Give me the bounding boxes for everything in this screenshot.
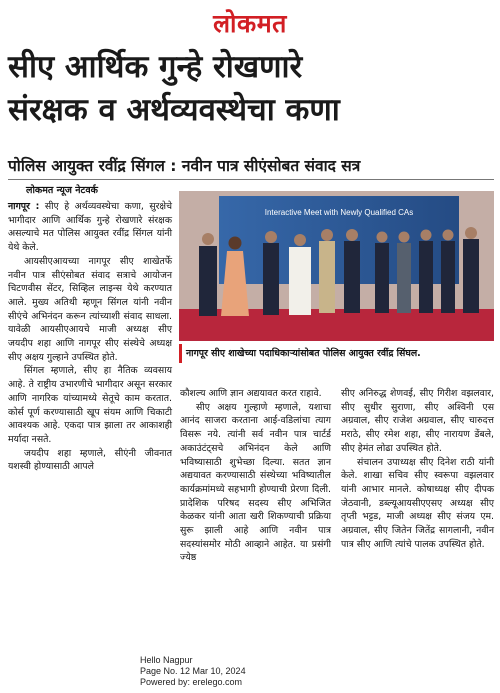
headline-line-1: सीए आर्थिक गुन्हे रोखणारे (8, 49, 303, 85)
page-footer (140, 655, 246, 688)
article-paragraph: सिंगल म्हणाले, सीए हा नैतिक व्यवसाय आहे. ते राष्ट्रीय उभारणीचे भागीदार असून सरकार आणि नागरिक यांच्यामध्ये सेतूचे काम करतात. कोर्स पूर्ण करण्यासाठी खूप संयम आणि चिकाटी आवश्यक आहे. एकदा पात्र झाला तर आकाशही मर्यादा नसते. (8, 365, 172, 445)
masthead (0, 6, 500, 40)
edition-name: Hello Nagpur (140, 655, 193, 665)
article-paragraph: नागपूर : सीए हे अर्थव्यवस्थेचा कणा, सुरक्षेचे भागीदार आणि आर्थिक गुन्हे रोखणारे संरक्षक असल्याचे मत पोलिस आयुक्त रवींद्र सिंगल यांनी येथे केले. (8, 201, 172, 254)
subheadline: पोलिस आयुक्त रवींद्र सिंगल : नवीन पात्र सीएंसोबत संवाद सत्र (8, 154, 494, 180)
newspaper-logo: लोकमत (213, 9, 287, 38)
event-photo (179, 191, 494, 341)
banner-text: Interactive Meet with Newly Qualified CAs (264, 208, 414, 217)
powered-by: Powered by: erelego.com (140, 677, 243, 687)
article-column-3 (341, 387, 494, 551)
article-paragraph: आयसीएआयच्या नागपूर सीए शाखेतर्फे नवीन पात्र सीएंसोबत संवाद सत्राचे आयोजन चिटणवीस सेंटर, सिव्हिल लाइन्स येथे करण्यात आले. मुख्य अतिथी म्हणून सिंगल यांनी नवीन सीएंचे अभिनंदन करून त्यांच्याशी संवाद साधला. यावेळी आयसीएआयचे माजी अध्यक्ष सीए जयदीप शहा आणि नागपूर सीए संस्थेचे अध्यक्ष सीए अक्षय गुल्हाने उपस्थित होते. (8, 255, 172, 363)
photo-caption: नागपूर सीए शाखेच्या पदाधिकाऱ्यांसोबत पोलिस आयुक्त रवींद्र सिंघल. (179, 344, 494, 363)
article-column-1 (8, 200, 172, 474)
article-paragraph: संचालन उपाध्यक्ष सीए दिनेश राठी यांनी केले. शाखा सचिव सीए स्वरूपा वझलवार यांनी आभार मानले. कोषाध्यक्ष सीए दीपक जेठवानी, डब्ल्यूआयसीएएसए अध्यक्ष सीए तृप्ती भट्टड, माजी अध्यक्ष सीए संजय एम. अग्रवाल, सीए जितेन जितेंद्र सागलानी, नवीन पात्र सीए आणि त्यांचे पालक उपस्थित होते. (341, 456, 494, 550)
article-paragraph: कौशल्य आणि ज्ञान अद्ययावत करत राहावे. (180, 388, 322, 399)
event-photo-illustration (179, 191, 494, 341)
dateline: नागपूर : (8, 201, 40, 212)
headline-line-2: संरक्षक व अर्थव्यवस्थेचा कणा (8, 92, 340, 128)
article-column-2 (180, 387, 331, 565)
article-paragraph: सीए अनिरुद्ध शेणवई, सीए गिरीश वझलवार, सीए सुधीर सुराणा, सीए अश्विनी एस अग्रवाल, सीए राजेश अग्रवाल, सीए चारुदत्त मराठे, सीए रमेश शहा, सीए नारायण डेंबले, सीए हेमंत लोढा उपस्थित होते. (341, 388, 494, 454)
page-info: Page No. 12 Mar 10, 2024 (140, 666, 246, 676)
byline: लोकमत न्यूज नेटवर्क (26, 185, 98, 196)
headline (8, 46, 494, 132)
article-paragraph: सीए अक्षय गुल्हाणे म्हणाले, यशाचा आनंद साजरा करताना आई-वडिलांचा त्याग विसरू नये. त्यांनी सर्व नवीन पात्र चार्टर्ड अकाउंटंट्सचे अभिनंदन केले आणि भविष्यासाठी शुभेच्छा दिल्या. सतत ज्ञान अद्ययावत करण्यासाठी संस्थेच्या भविष्यातील कार्यक्रमांमध्ये सहभागी होण्याची प्रेरणा दिली. प्रादेशिक परिषद सदस्य सीए अभिजित केळकर यांनी आता खरी शिकण्याची प्रक्रिया सुरू झाली आहे आणि नवीन पात्र सदस्यांसमोर मोठी आव्हाने आहेत. या प्रसंगी ज्येष्ठ (180, 401, 331, 564)
article-paragraph: जयदीप शहा म्हणाले, सीएंनी जीवनात यशस्वी होण्यासाठी आपले (8, 447, 172, 473)
